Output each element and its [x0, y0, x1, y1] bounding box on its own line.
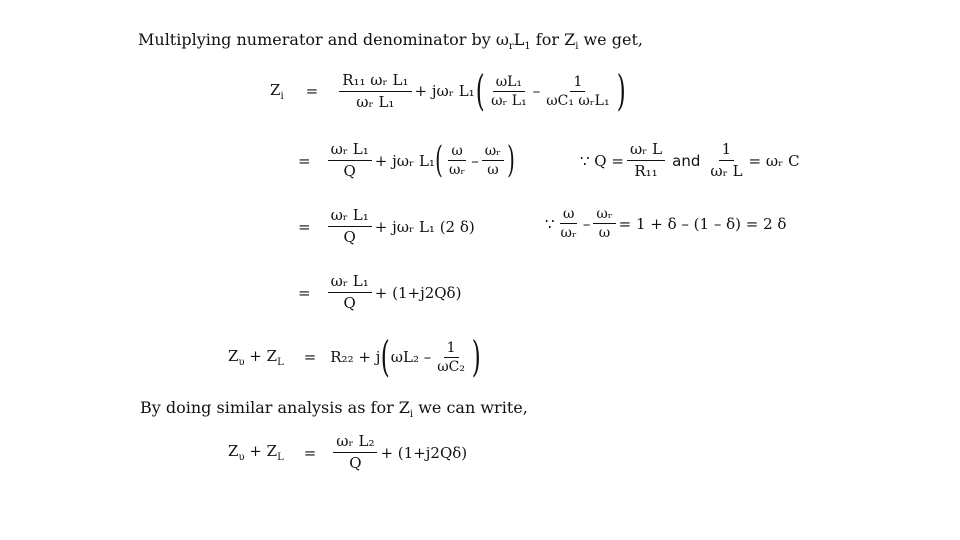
eq5-r22: R₂₂ + j: [330, 348, 381, 366]
eq2-right-paren: ): [507, 139, 515, 181]
eq3-fraction-1: [328, 206, 372, 247]
eq1-num1: R₁₁ ωᵣ L₁: [339, 71, 411, 92]
eq5-term: ωL₂ –: [390, 348, 432, 366]
eq4-tail: + (1+j2Qδ): [374, 283, 462, 302]
intro-for-text: for Z: [530, 30, 576, 49]
para2-text: By doing similar analysis as for Z: [140, 398, 410, 417]
eq1-inner-fraction-1: [488, 74, 530, 109]
equation-5: [228, 332, 481, 381]
eq2-r-tail: = ωᵣ C: [748, 151, 800, 170]
eq1-lhs: [270, 81, 284, 102]
eq1-inner-num2: 1: [570, 74, 585, 92]
eq5-lhs-sub-a: υ: [238, 356, 245, 368]
eq2-r-fraction: [707, 140, 745, 181]
eq1-lhs-sub: i: [280, 90, 284, 102]
eq6-den1: Q: [349, 454, 362, 472]
equation-4: [298, 272, 461, 313]
eq2-inner-num2: ωᵣ: [482, 143, 504, 161]
equation-2: [298, 140, 515, 181]
eq3-result: = 1 + δ – (1 – δ) = 2 δ: [618, 214, 787, 233]
intro-tail: we get,: [578, 30, 643, 49]
eq2-q-den: R₁₁: [634, 162, 658, 180]
eq3-b-fraction: [593, 206, 615, 241]
eq1-lhs-z: Z: [270, 80, 281, 99]
eq1-inner-num1: ωL₁: [493, 74, 525, 92]
eq1-plus-jw: + jωᵣ L₁: [414, 82, 475, 100]
eq3-tail: + jωᵣ L₁ (2 δ): [374, 217, 475, 236]
eq1-right-paren: ): [616, 66, 626, 115]
paragraph-2: [140, 398, 528, 420]
eq6-lhs-sub-a: υ: [238, 452, 245, 463]
eq3-num1: ωᵣ L₁: [328, 206, 372, 227]
eq6-equals: =: [303, 443, 317, 462]
eq1-inner-den1: ωᵣ L₁: [491, 92, 527, 109]
eq2-inner-num1: ω: [448, 143, 465, 161]
para2-tail: we can write,: [413, 398, 528, 417]
equation-6: [228, 432, 467, 473]
intro-text: Multiplying numerator and denominator by ω: [138, 30, 509, 49]
eq6-tail: + (1+j2Qδ): [380, 443, 468, 462]
eq3-a-fraction: [558, 206, 580, 241]
eq2-and: and: [672, 151, 701, 170]
eq3-b-num: ωᵣ: [593, 206, 615, 224]
eq2-q-num: ωᵣ L: [627, 140, 665, 161]
eq6-lhs-plus: + Z: [244, 442, 278, 460]
eq2-side-note: [580, 140, 800, 181]
eq4-equals: =: [298, 283, 311, 302]
eq4-num1: ωᵣ L₁: [328, 272, 372, 293]
eq3-since: ∵: [545, 214, 555, 233]
eq2-inner-fraction-1: [446, 143, 468, 178]
eq3-equals: =: [298, 217, 311, 236]
eq6-lhs: [228, 442, 284, 463]
eq6-fraction-1: [333, 432, 377, 473]
eq3-a-num: ω: [560, 206, 577, 224]
eq2-plus-jw: + jωᵣ L₁: [374, 151, 435, 170]
eq2-equals: =: [298, 151, 311, 170]
eq4-den1: Q: [343, 294, 356, 312]
eq1-fraction-1: [339, 71, 411, 112]
para2-sub: i: [409, 409, 414, 421]
eq2-den1: Q: [343, 162, 356, 180]
intro-sub-1: 1: [524, 41, 531, 53]
eq5-equals: =: [303, 348, 317, 366]
eq5-frac-num: 1: [444, 340, 459, 358]
eq2-num1: ωᵣ L₁: [328, 140, 372, 161]
eq3-b-den: ω: [598, 225, 611, 241]
eq5-left-paren: (: [381, 332, 391, 381]
intro-sub-i: i: [575, 41, 579, 53]
intro-sub-r: r: [508, 41, 514, 53]
eq1-minus: –: [532, 82, 541, 100]
eq2-inner-fraction-2: [482, 143, 504, 178]
eq6-lhs-z: Z: [228, 442, 239, 460]
equation-1: [270, 66, 626, 115]
eq1-equals: =: [305, 82, 319, 100]
eq1-den1: ωᵣ L₁: [356, 92, 395, 111]
eq6-lhs-sub-b: L: [277, 452, 284, 463]
eq2-minus: –: [471, 151, 479, 170]
eq3-den1: Q: [343, 228, 356, 246]
eq2-r-num: 1: [719, 140, 735, 161]
eq5-lhs-sub-b: L: [277, 356, 284, 368]
eq3-a-den: ωᵣ: [560, 225, 577, 241]
eq2-r-den: ωᵣ L: [710, 162, 743, 180]
eq5-frac-den: ωC₂: [437, 358, 465, 375]
eq2-inner-den1: ωᵣ: [448, 162, 466, 178]
intro-sentence: [138, 30, 643, 52]
eq2-fraction-1: [328, 140, 372, 181]
eq1-left-paren: (: [475, 66, 485, 115]
eq5-lhs: [228, 347, 284, 368]
eq1-inner-den2: ωC₁ ωᵣL₁: [546, 92, 610, 109]
eq5-lhs-z: Z: [228, 346, 239, 365]
eq5-lhs-plus: + Z: [244, 346, 278, 365]
eq6-num1: ωᵣ L₂: [333, 432, 377, 453]
equation-3: [298, 206, 475, 247]
eq2-inner-den2: ω: [487, 162, 499, 178]
intro-L: L: [513, 30, 525, 49]
eq3-minus: –: [582, 214, 591, 233]
eq2-left-paren: (: [435, 139, 443, 181]
eq2-since-q: ∵ Q =: [580, 151, 624, 170]
eq2-q-fraction: [627, 140, 665, 181]
eq5-fraction: [434, 340, 468, 375]
eq5-right-paren: ): [471, 332, 481, 381]
eq4-fraction-1: [328, 272, 372, 313]
eq1-inner-fraction-2: [543, 74, 612, 109]
eq3-side-note: [545, 206, 786, 241]
